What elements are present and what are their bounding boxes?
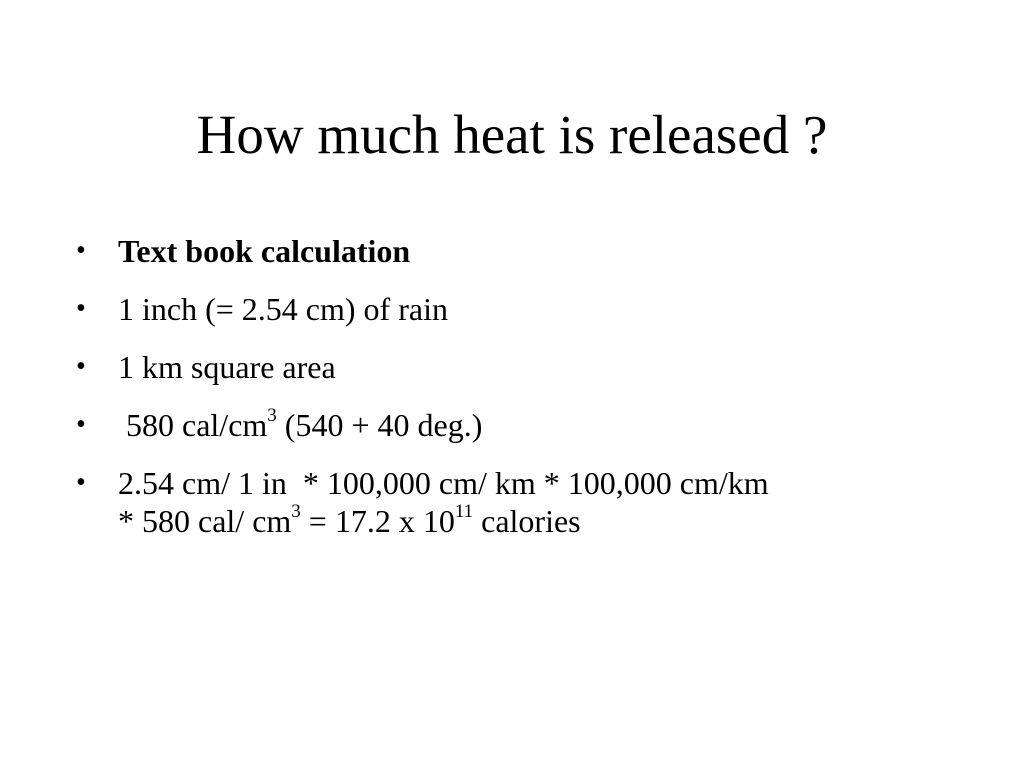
bullet-icon: • xyxy=(76,467,86,498)
calculation-line-2-pre: * 580 cal/ cm xyxy=(118,503,292,539)
bullet-icon: • xyxy=(76,409,86,440)
bullet-item-area xyxy=(76,348,976,386)
bullet-text: 1 inch (= 2.54 cm) of rain xyxy=(118,291,448,327)
superscript: 3 xyxy=(291,501,301,523)
calculation-line-1: 2.54 cm/ 1 in * 100,000 cm/ km * 100,000 cm/km xyxy=(118,465,769,501)
bullet-text-post: (540 + 40 deg.) xyxy=(276,407,483,443)
bullet-text: 1 km square area xyxy=(118,349,336,385)
bullet-text: Text book calculation xyxy=(118,233,411,269)
bullet-icon: • xyxy=(76,351,86,382)
bullet-item-calculation xyxy=(76,464,976,540)
slide-title: How much heat is released ? xyxy=(196,104,828,165)
calculation-line-2-mid: = 17.2 x 10 xyxy=(300,503,455,539)
bullet-item-rain xyxy=(76,290,976,328)
bullet-icon: • xyxy=(76,235,86,266)
bullet-text-pre: 580 cal/cm xyxy=(118,407,268,443)
bullet-item-textbook xyxy=(76,232,976,270)
bullet-icon: • xyxy=(76,293,86,324)
superscript: 11 xyxy=(454,501,474,523)
bullet-item-heat-constant xyxy=(76,406,976,444)
calculation-line-2-post: calories xyxy=(473,503,581,539)
bullet-list xyxy=(76,232,976,560)
superscript: 3 xyxy=(267,405,277,427)
